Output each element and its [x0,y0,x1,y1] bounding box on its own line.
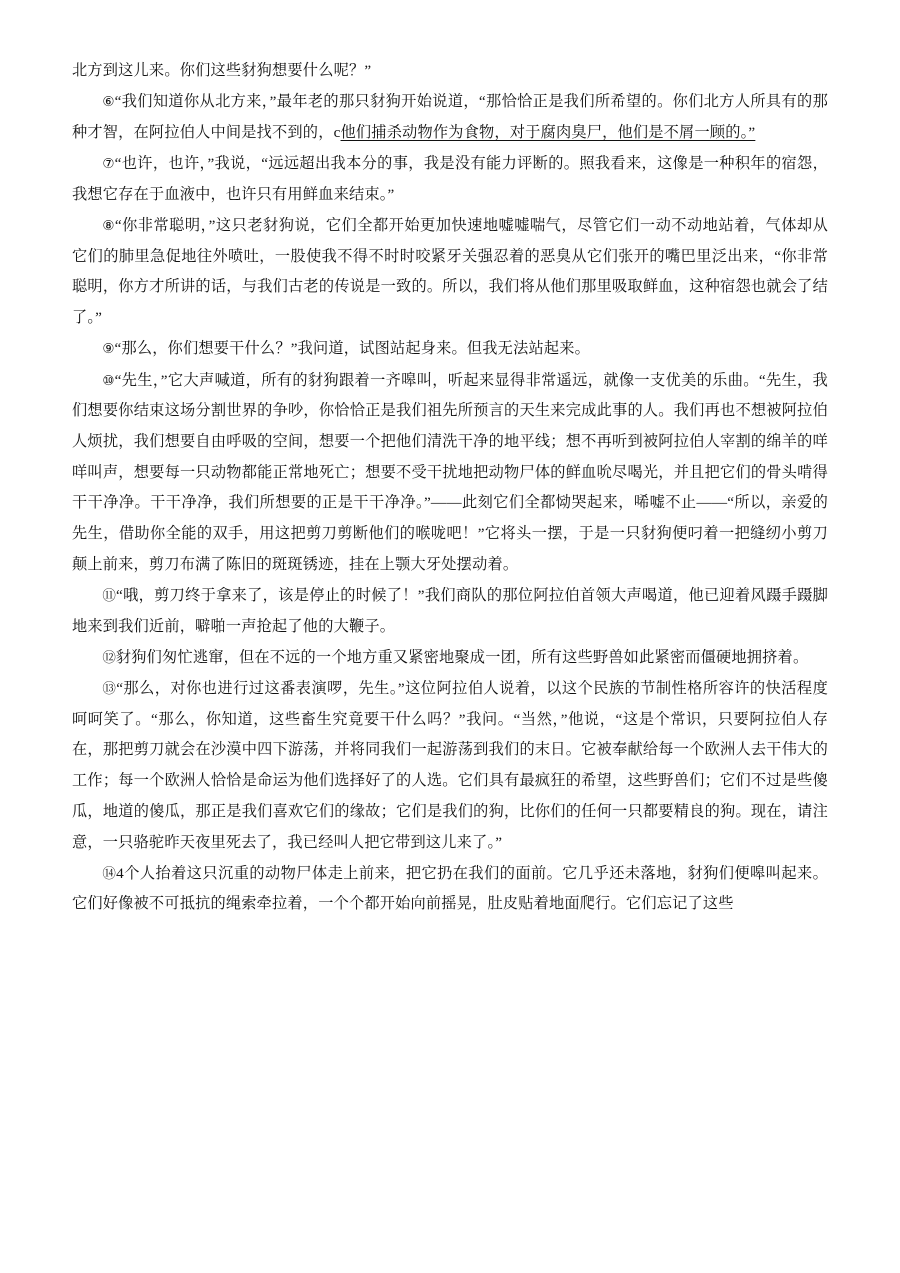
paragraph-marker: ⑥ [102,94,115,111]
paragraph-marker: ⑨ [102,341,115,358]
paragraph-text: “也许，也许，”我说，“远远超出我本分的事，我是没有能力评断的。照我看来，这像是一种积年的宿怨，我想它存在于血液中，也许只有用鲜血来结束。” [72,155,828,203]
paragraph-text: “那么，你们想要干什么？”我问道，试图站起身来。但我无法站起来。 [114,340,591,358]
paragraph-12 [72,643,828,674]
paragraph-marker: ⑪ [102,587,117,604]
paragraph-text: 豺狗们匆忙逃窜，但在不远的一个地方重又紧密地聚成一团，所有这些野兽如此紧密而僵硬地拥挤着。 [115,648,809,666]
document-body [72,56,828,920]
paragraph-text: 4个人抬着这只沉重的动物尸体走上前来，把它扔在我们的面前。它几乎还未落地，豺狗们便嗥叫起来。它们好像被不可抵抗的绳索牵拉着，一个个都开始向前摇晃，肚皮贴着地面爬行。它们忘记了这些 [72,864,829,913]
paragraph-marker: ⑫ [102,649,116,666]
paragraph-10 [72,366,828,581]
paragraph-14 [72,859,828,920]
paragraph-text: “你非常聪明，”这只老豺狗说，它们全都开始更加快速地嘘嘘喘气，尽管它们一动不动地站着，气体却从它们的肺里急促地往外喷吐，一股使我不得不时时咬紧牙关强忍着的恶臭从它们张开的嘴巴里泛出来，“你非常聪明，你方才所讲的话，与我们古老的传说是一致的。所以，我们将从他们那里吸取鲜血，这种宿怨也就会了结了。” [72,217,828,327]
paragraph-text: “哦，剪刀终于拿来了，该是停止的时候了！”我们商队的那位阿拉伯首领大声喝道，他已迎着风蹑手蹑脚地来到我们近前，噼啪一声抢起了他的大鞭子。 [72,586,828,635]
paragraph-marker: ⑧ [102,218,115,235]
paragraph-marker: ⑦ [102,156,115,173]
paragraph-6 [72,87,828,148]
paragraph-text: “我们知道你从北方来，”最年老的那只豺狗开始说道，“那恰恰正是我们所希望的。你们北方人所具有的那种才智，在阿拉伯人中间是找不到的，c [72,93,828,141]
paragraph-13 [72,674,828,858]
paragraph-marker: ⑩ [102,372,115,389]
paragraph-continued [72,56,828,87]
paragraph-marker: ⑬ [102,681,117,698]
paragraph-text: 北方到这儿来。你们这些豺狗想要什么呢？” [72,62,372,79]
paragraph-8 [72,211,828,334]
paragraph-text: “那么，对你也进行过这番表演啰，先生。”这位阿拉伯人说着，以这个民族的节制性格所容许的快活程度呵呵笑了。“那么，你知道，这些畜生究竟要干什么吗？”我问。“当然，”他说，“这是个常识，只要阿拉伯人存在，那把剪刀就会在沙漠中四下游荡，并将同我们一起游荡到我们的末日。它被奉献给每一个欧洲人去干伟大的工作；每一个欧洲人恰恰是命运为他们选择好了的人选。它们具有最疯狂的希望，这些野兽们；它们不过是些傻瓜，地道的傻瓜，那正是我们喜欢它们的缘故；它们是我们的狗，比你们的任何一只都要精良的狗。现在，请注意，一只骆驼昨天夜里死去了，我已经叫人把它带到这儿来了。” [72,680,828,851]
paragraph-text: “先生，”它大声喊道，所有的豺狗跟着一齐嗥叫，听起来显得非常遥远，就像一支优美的乐曲。“先生，我们想要你结束这场分割世界的争吵，你恰恰正是我们祖先所预言的天生来完成此事的人。我们再也不想被阿拉伯人烦扰，我们想要自由呼吸的空间，想要一个把他们清洗干净的地平线；想不再听到被阿拉伯人宰割的绵羊的咩咩叫声，想要每一只动物都能正常地死亡；想要不受干扰地把动物尸体的鲜血吮尽喝光，并且把它们的骨头啃得干干净净。干干净净，我们所想要的正是干干净净。”——此刻它们全都恸哭起来，唏嘘不止——“所以，亲爱的先生，借助你全能的双手，用这把剪刀剪断他们的喉咙吧！”它将头一摆，于是一只豺狗便叼着一把缝纫小剪刀颠上前来，剪刀布满了陈旧的斑斑锈迹，挂在上颚大牙处摆动着。 [72,371,828,573]
underlined-sentence-c: 他们捕杀动物作为食物，对于腐肉臭尸，他们是不屑一顾的。” [340,123,756,141]
paragraph-11 [72,581,828,642]
paragraph-7 [72,149,828,210]
paragraph-marker: ⑭ [102,865,117,882]
paragraph-9 [72,334,828,365]
